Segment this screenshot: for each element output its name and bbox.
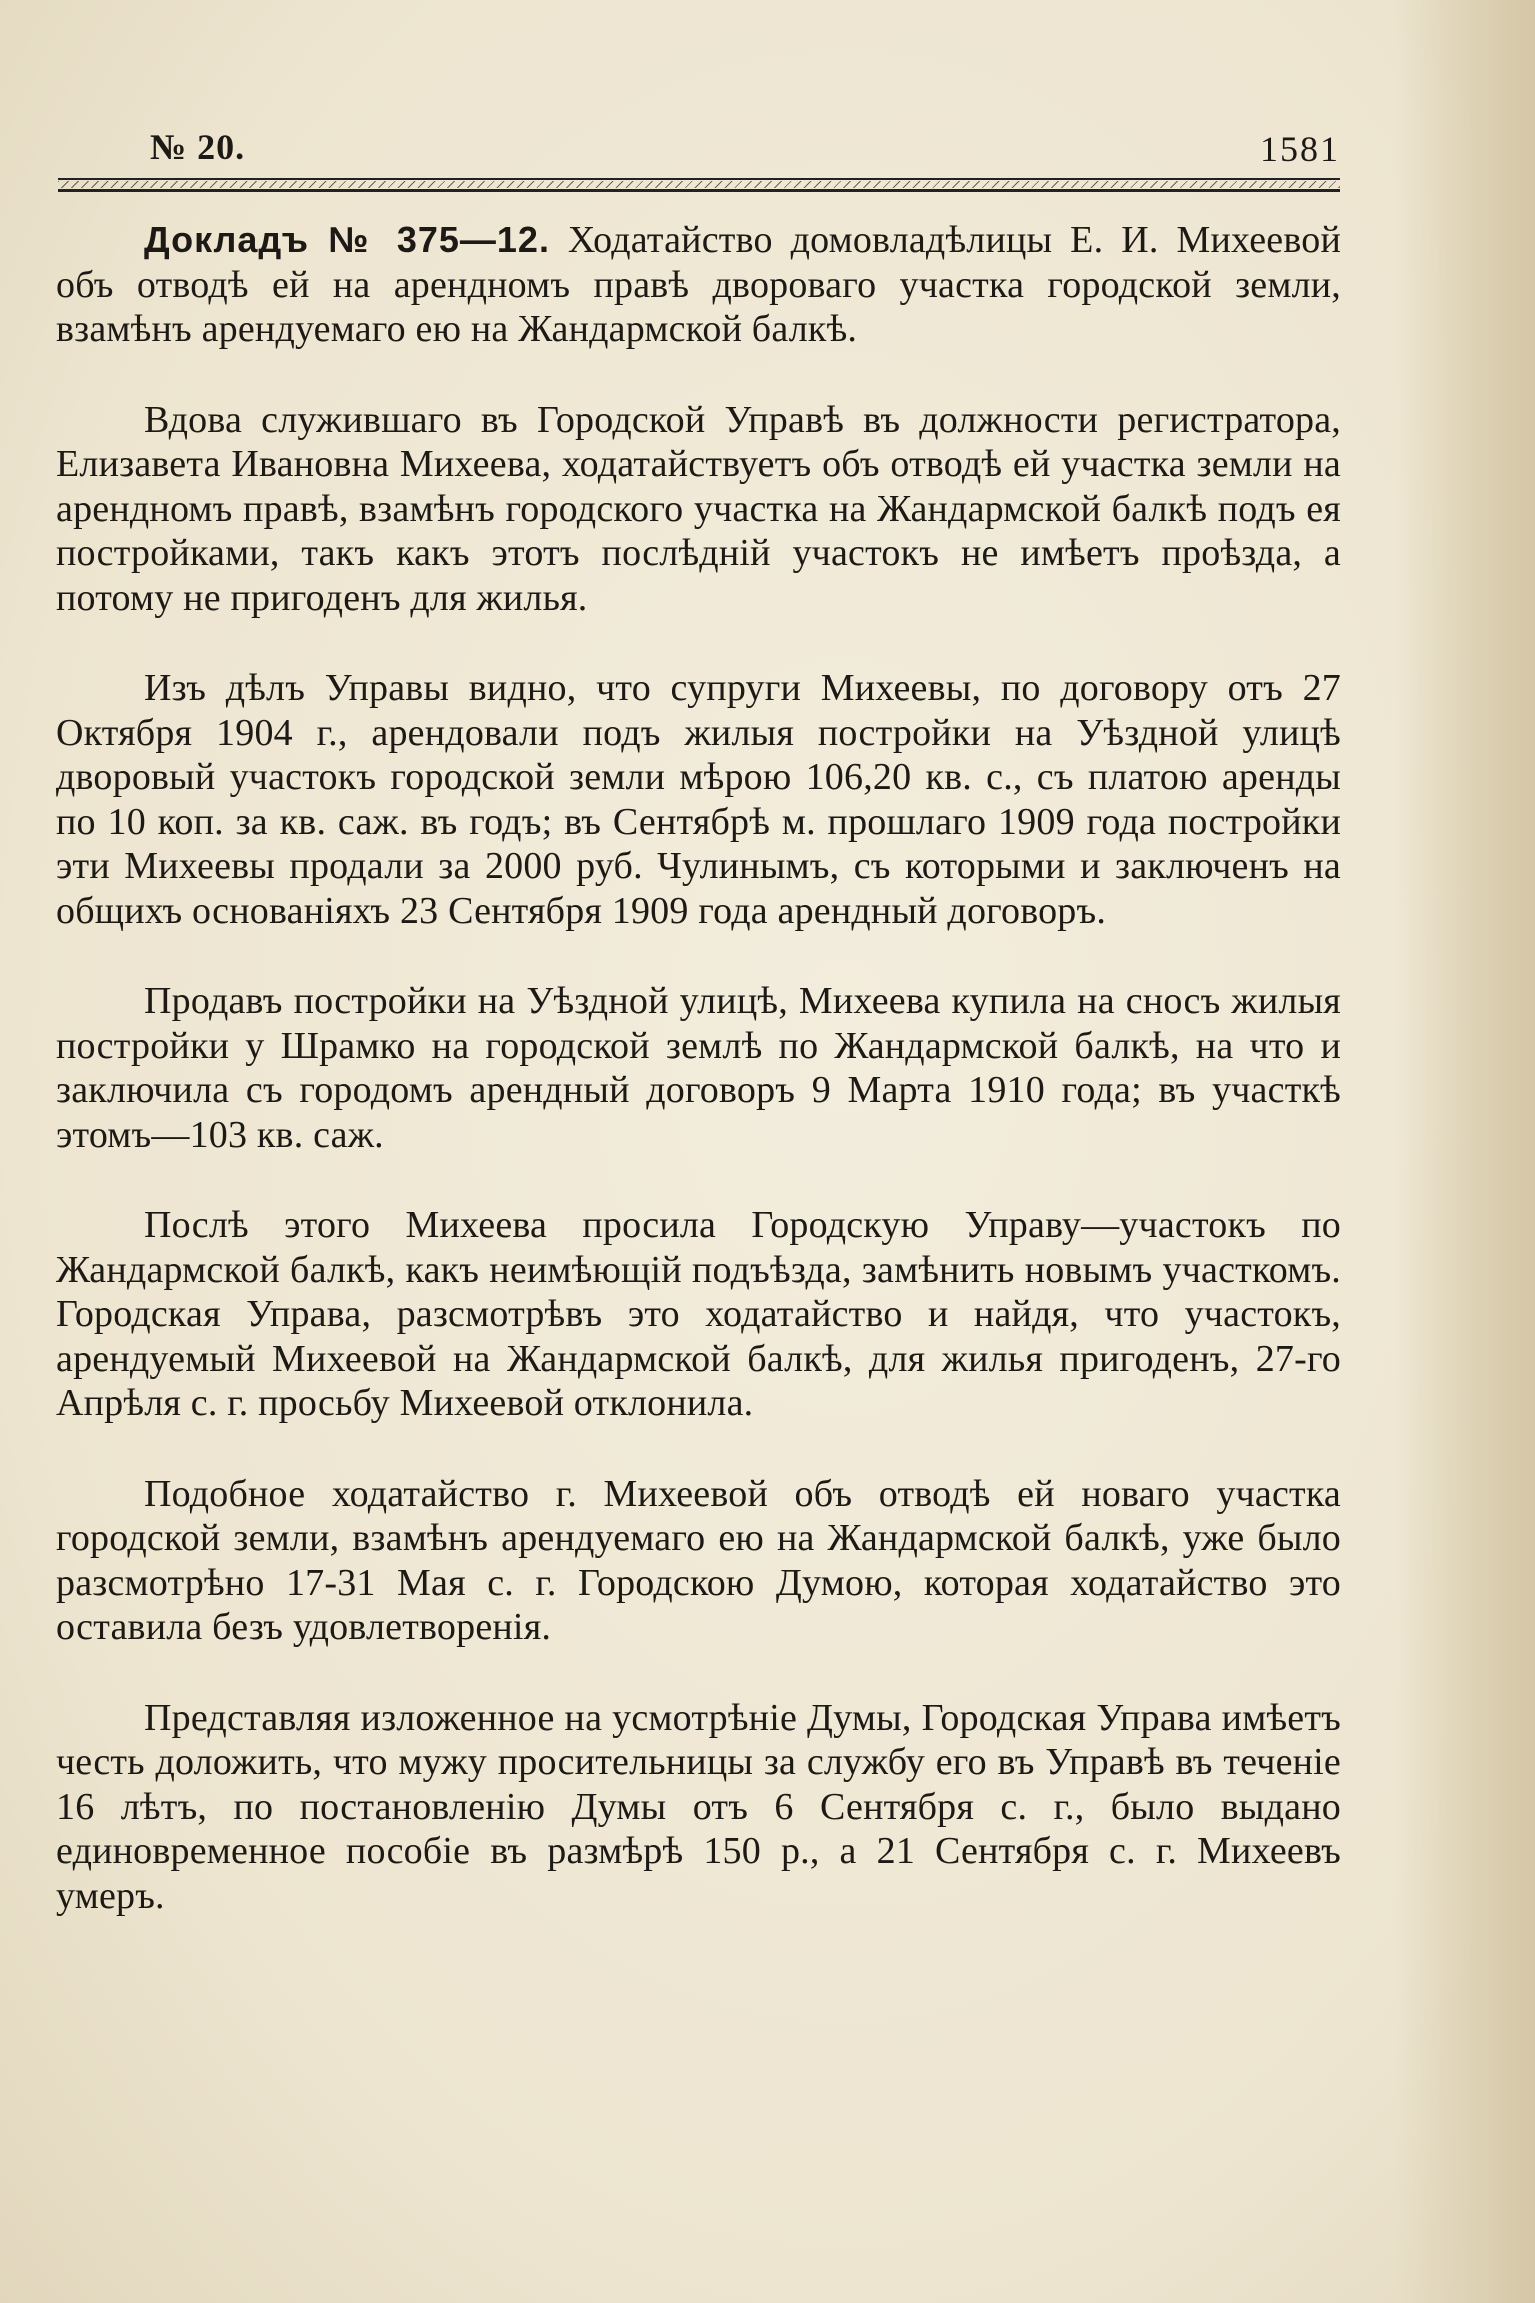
- header-rule-bottom-line: [58, 189, 1340, 192]
- header-rule-ornament: [58, 181, 1340, 188]
- paragraph: Продавъ постройки на Уѣздной улицѣ, Михеева купила на сносъ жилыя постройки у Шрамко на городской землѣ по Жандармской балкѣ, на что и заключила съ городомъ арендный договоръ 9 Марта 1910 года; въ участкѣ этомъ—103 кв. саж.: [56, 980, 1341, 1156]
- header-rule-top-line: [58, 178, 1340, 180]
- page-header: [150, 126, 1340, 172]
- paragraph: Представляя изложенное на усмотрѣнiе Думы, Городская Управа имѣетъ честь доложить, что мужу просительницы за службу его въ Управѣ въ теченiе 16 лѣтъ, по постановленiю Думы отъ 6 Сентября с. г., было выдано единовременное пособiе въ размѣрѣ 150 р., а 21 Сентября с. г. Михеевъ умеръ.: [56, 1696, 1341, 1917]
- paragraph: Вдова служившаго въ Городской Управѣ въ должности регистратора, Елизавета Ивановна Михеева, ходатайствуетъ объ отводѣ ей участка земли на арендномъ правѣ, взамѣнъ городского участка на Жандармской балкѣ подъ ея постройками, такъ какъ этотъ послѣднiй участокъ не имѣетъ проѣзда, а потому не пригоденъ для жилья.: [56, 398, 1341, 619]
- paragraph: Подобное ходатайство г. Михеевой объ отводѣ ей новаго участка городской земли, взамѣнъ арендуемаго ею на Жандармской балкѣ, уже было разсмотрѣно 17-31 Мая с. г. Городскою Думою, которая ходатайство это оставила безъ удовлетворенiя.: [56, 1472, 1341, 1648]
- paragraph: Послѣ этого Михеева просила Городскую Управу—участокъ по Жандармской балкѣ, какъ неимѣющiй подъѣзда, замѣнить новымъ участкомъ. Городская Управа, разсмотрѣвъ это ходатайство и найдя, что участокъ, арендуемый Михеевой на Жандармской балкѣ, для жилья пригоденъ, 27-го Апрѣля с. г. просьбу Михеевой отклонила.: [56, 1204, 1341, 1424]
- page-number: 1581: [1260, 129, 1340, 169]
- issue-number: № 20.: [150, 127, 246, 167]
- report-heading: [56, 218, 1341, 352]
- report-body: [56, 218, 1341, 1918]
- report-label: Докладъ № 375—12.: [144, 219, 550, 260]
- page-edge-shadow: [1395, 0, 1535, 2303]
- header-rule: [58, 178, 1340, 192]
- report-title: Ходатайство домовладѣлицы Е. И. Михеевой объ отводѣ ей на арендномъ правѣ двороваго участка городской земли, взамѣнъ арендуемаго ею на Жандармской балкѣ.: [56, 219, 1341, 350]
- paragraph: Изъ дѣлъ Управы видно, что супруги Михеевы, по договору отъ 27 Октября 1904 г., арендовали подъ жилыя постройки на Уѣздной улицѣ дворовый участокъ городской земли мѣрою 106,20 кв. с., съ платою аренды по 10 коп. за кв. саж. въ годъ; въ Сентябрѣ м. прошлаго 1909 года постройки эти Михеевы продали за 2000 руб. Чулинымъ, съ которыми и заключенъ на общихъ основанiяхъ 23 Сентября 1909 года арендный договоръ.: [56, 667, 1341, 932]
